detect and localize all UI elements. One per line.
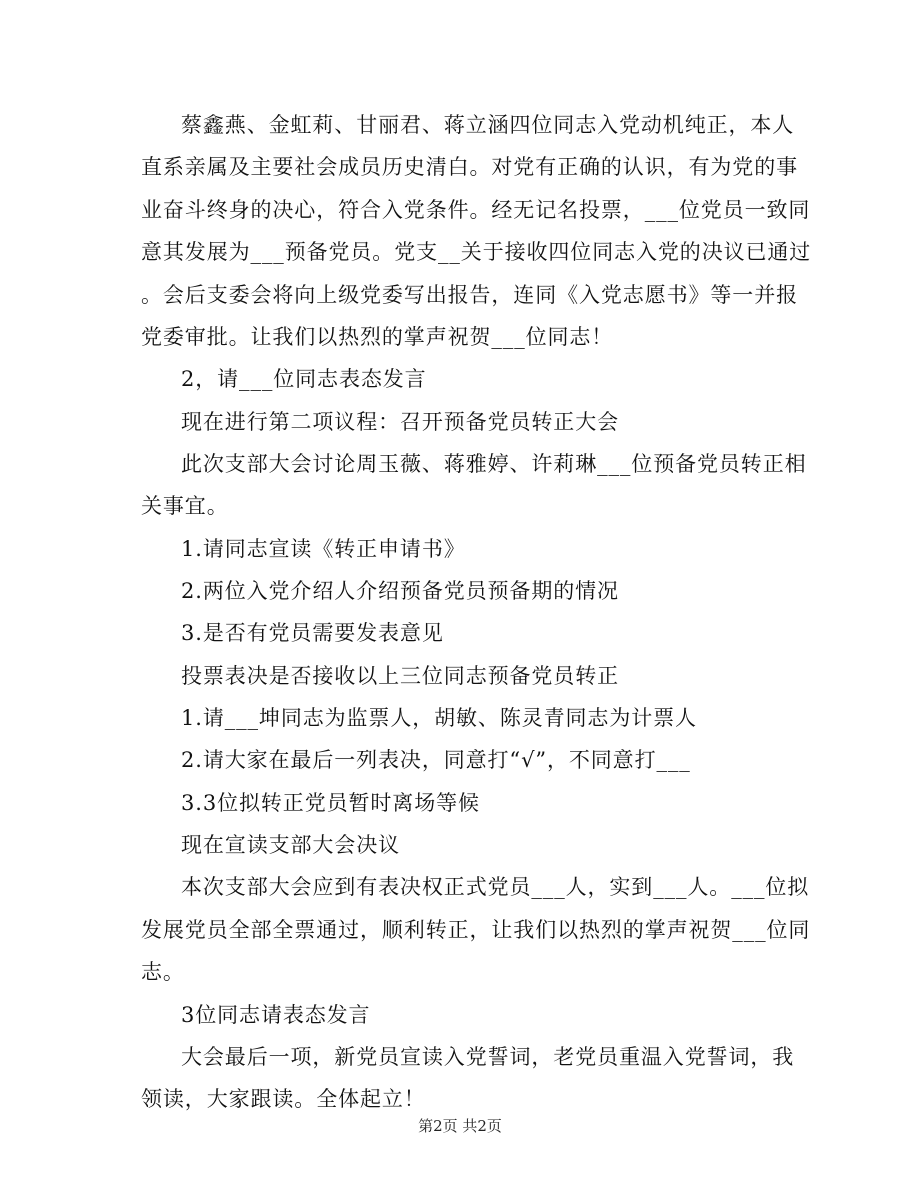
paragraph1-line-5: 。会后支委会将向上级党委写出报告，连同《入党志愿书》等一并报 [141, 283, 798, 307]
step-3: 3.是否有党员需要发表意见 [181, 621, 444, 645]
paragraph1-line-1: 蔡鑫燕、金虹莉、甘丽君、蒋立涵四位同志入党动机纯正，本人 [181, 113, 795, 137]
step-2: 2.两位入党介绍人介绍预备党员预备期的情况 [181, 579, 619, 603]
page-footer: 第2页 共2页 [418, 1117, 502, 1135]
vote-title: 投票表决是否接收以上三位同志预备党员转正 [181, 664, 619, 688]
paragraph1-line-2: 直系亲属及主要社会成员历史清白。对党有正确的认识，有为党的事 [141, 155, 798, 179]
discussion-line-2: 关事宜。 [141, 494, 229, 518]
resolution-line-1: 本次支部大会应到有表决权正式党员___人，实到___人。___位拟 [181, 875, 810, 899]
resolution-title: 现在宣读支部大会决议 [181, 833, 400, 857]
vote-step-1: 1.请___坤同志为监票人，胡敏、陈灵青同志为计票人 [181, 706, 697, 730]
paragraph1-line-3: 业奋斗终身的决心，符合入党条件。经无记名投票，___位党员一致同 [141, 198, 811, 222]
step-1: 1.请同志宣读《转正申请书》 [181, 537, 466, 561]
vote-step-3: 3.3位拟转正党员暂时离场等候 [181, 791, 480, 815]
resolution-line-2: 发展党员全部全票通过，顺利转正，让我们以热烈的掌声祝贺___位同 [141, 918, 811, 942]
paragraph1-line-4: 意其发展为___预备党员。党支__关于接收四位同志入党的决议已通过 [141, 240, 812, 264]
agenda-two-heading: 现在进行第二项议程：召开预备党员转正大会 [181, 410, 619, 434]
vote-step-2: 2.请大家在最后一列表决，同意打“√”，不同意打___ [181, 748, 691, 772]
resolution-line-3: 志。 [141, 960, 185, 984]
oath-line-1: 大会最后一项，新党员宣读入党誓词，老党员重温入党誓词，我 [181, 1045, 795, 1069]
item-speech: 2，请___位同志表态发言 [181, 367, 427, 391]
paragraph1-line-6: 党委审批。让我们以热烈的掌声祝贺___位同志！ [141, 325, 614, 349]
oath-line-2: 领读，大家跟读。全体起立！ [141, 1087, 426, 1111]
discussion-line-1: 此次支部大会讨论周玉薇、蒋雅婷、许莉琳___位预备党员转正相 [181, 452, 807, 476]
three-speech: 3位同志请表态发言 [181, 1003, 371, 1027]
